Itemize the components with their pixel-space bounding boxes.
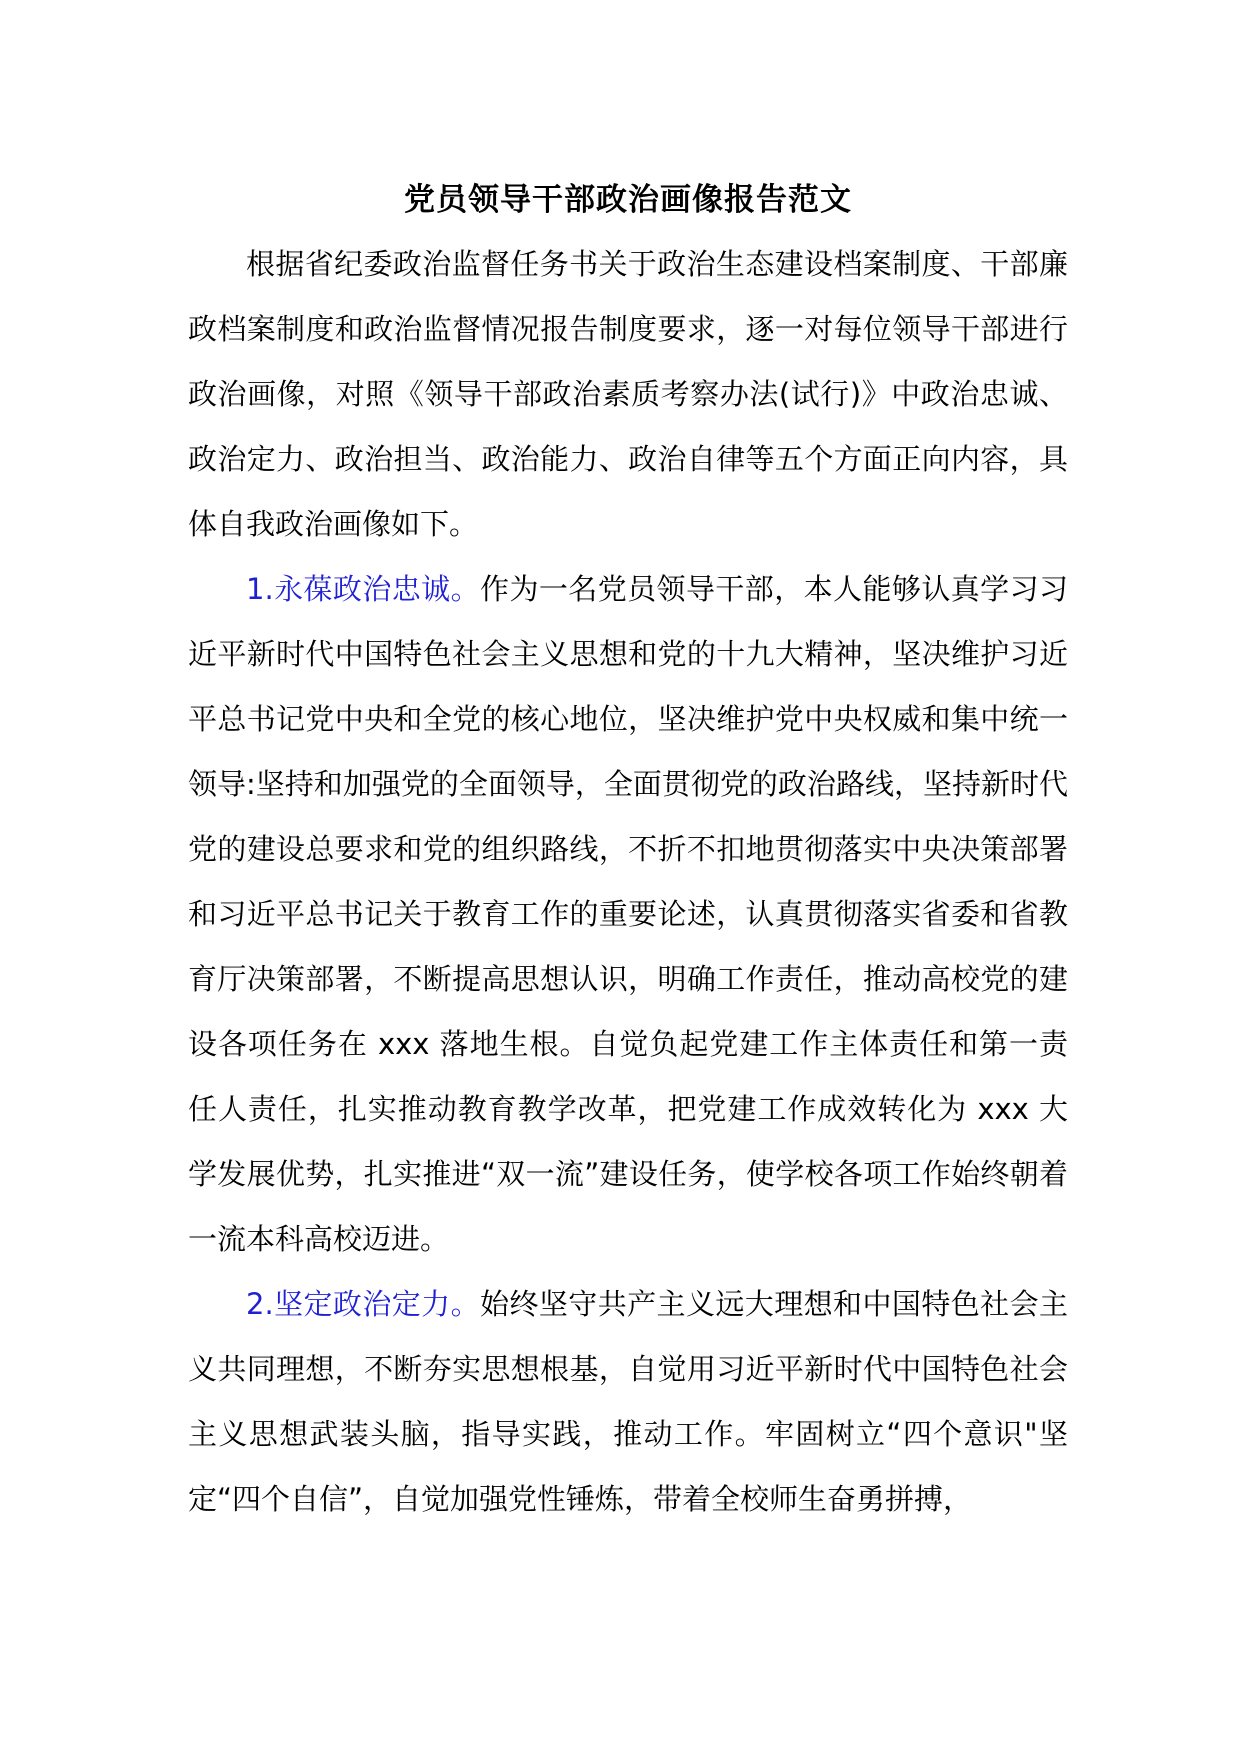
- section-heading-2: 2.坚定政治定力。: [246, 1287, 481, 1321]
- section-paragraph-1: [188, 557, 1068, 1272]
- intro-paragraph: 根据省纪委政治监督任务书关于政治生态建设档案制度、干部廉政档案制度和政治监督情况报告制度要求，逐一对每位领导干部进行政治画像，对照《领导干部政治素质考察办法(试行)》中政治忠诚、政治定力、政治担当、政治能力、政治自律等五个方面正向内容，具体自我政治画像如下。: [188, 247, 1068, 541]
- document-page: [188, 176, 1068, 1532]
- section-heading-1: 1.永葆政治忠诚。: [246, 572, 481, 606]
- section-paragraph-2: [188, 1272, 1068, 1532]
- section-body-1: 作为一名党员领导干部，本人能够认真学习习近平新时代中国特色社会主义思想和党的十九大精神，坚决维护习近平总书记党中央和全党的核心地位，坚决维护党中央权威和集中统一领导:坚持和加强党的全面领导，全面贯彻党的政治路线，坚持新时代党的建设总要求和党的组织路线，不折不扣地贯彻落实中央决策部署和习近平总书记关于教育工作的重要论述，认真贯彻落实省委和省教育厅决策部署，不断提高思想认识，明确工作责任，推动高校党的建设各项任务在 xxx 落地生根。自觉负起党建工作主体责任和第一责任人责任，扎实推动教育教学改革，把党建工作成效转化为 xxx 大学发展优势，扎实推进“双一流”建设任务，使学校各项工作始终朝着一流本科高校迈进。: [188, 572, 1068, 1256]
- section-body-2: 始终坚守共产主义远大理想和中国特色社会主义共同理想，不断夯实思想根基，自觉用习近平新时代中国特色社会主义思想武装头脑，指导实践，推动工作。牢固树立“四个意识"坚定“四个自信”，自觉加强党性锤炼，带着全校师生奋勇拼搏，: [188, 1287, 1068, 1516]
- document-title: 党员领导干部政治画像报告范文: [404, 182, 852, 218]
